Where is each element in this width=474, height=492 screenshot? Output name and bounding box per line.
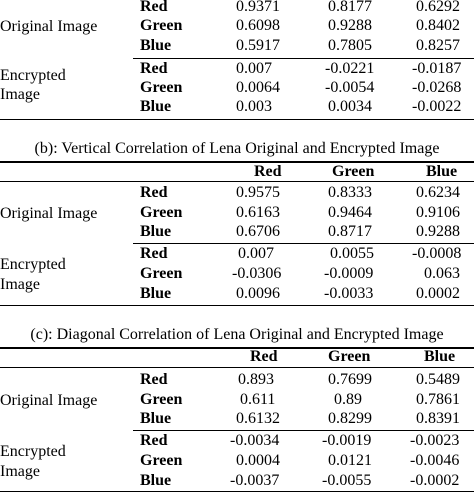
group-label: Original Image [0, 18, 98, 35]
column-header: Red [250, 348, 278, 365]
table-cell: 0.8391 [416, 410, 460, 427]
row-channel-label: Red [140, 184, 168, 201]
table-bottom-rule [0, 119, 474, 120]
row-channel-label: Red [140, 60, 168, 77]
table-cell: -0.0034 [230, 432, 280, 449]
header-rule [0, 181, 474, 182]
group-label: Encrypted [0, 67, 66, 84]
column-header: Green [332, 163, 375, 180]
group-label: Encrypted [0, 256, 66, 273]
table-cell: 0.0034 [328, 98, 372, 115]
table-cell: 0.063 [424, 265, 460, 282]
table-cell: 0.6706 [236, 223, 280, 240]
table-cell: 0.8717 [328, 223, 372, 240]
table-cell: -0.0022 [412, 98, 462, 115]
group-divider [133, 243, 474, 244]
group-label: Encrypted [0, 443, 66, 460]
table-cell: -0.0019 [322, 432, 372, 449]
row-channel-label: Green [140, 452, 183, 469]
table-cell: 0.0055 [330, 245, 374, 262]
row-channel-label: Blue [140, 37, 172, 54]
group-label: Image [0, 86, 40, 103]
table-caption: (b): Vertical Correlation of Lena Original and Encrypted Image [34, 140, 440, 157]
table-cell: -0.0023 [410, 432, 460, 449]
column-header: Green [328, 348, 371, 365]
table-cell: 0.6292 [416, 0, 460, 15]
group-label: Original Image [0, 392, 98, 409]
table-cell: 0.89 [334, 391, 362, 408]
table-cell: 0.9288 [328, 17, 372, 34]
table-cell: 0.8299 [328, 410, 372, 427]
row-channel-label: Green [140, 79, 183, 96]
table-cell: 0.6132 [236, 410, 280, 427]
table-cell: 0.9575 [236, 184, 280, 201]
table-cell: 0.0096 [236, 285, 280, 302]
table-cell: -0.0054 [325, 79, 375, 96]
column-header: Blue [426, 163, 458, 180]
table-cell: 0.7699 [328, 371, 372, 388]
row-channel-label: Blue [140, 472, 172, 489]
group-divider [133, 58, 474, 59]
table-cell: 0.0002 [416, 285, 460, 302]
row-channel-label: Blue [140, 285, 172, 302]
row-channel-label: Green [140, 391, 183, 408]
row-channel-label: Green [140, 17, 183, 34]
table-cell: 0.8257 [416, 37, 460, 54]
table-cell: 0.8402 [416, 17, 460, 34]
table-cell: -0.0009 [324, 265, 374, 282]
table-cell: -0.0055 [322, 472, 372, 489]
table-cell: 0.007 [238, 245, 274, 262]
table-cell: 0.5917 [236, 37, 280, 54]
table-cell: 0.9464 [328, 204, 372, 221]
table-cell: -0.0046 [410, 452, 460, 469]
table-cell: 0.893 [238, 371, 274, 388]
group-label: Image [0, 276, 40, 293]
group-divider [133, 430, 474, 431]
table-cell: 0.6234 [416, 184, 460, 201]
row-channel-label: Red [140, 245, 168, 262]
table-cell: 0.9371 [236, 0, 280, 15]
table-cell: 0.0004 [236, 452, 280, 469]
table-top-rule [0, 347, 474, 349]
table-cell: 0.9288 [416, 223, 460, 240]
table-cell: 0.6163 [236, 204, 280, 221]
row-channel-label: Blue [140, 223, 172, 240]
table-cell: 0.8333 [328, 184, 372, 201]
group-label: Original Image [0, 205, 98, 222]
table-caption: (c): Diagonal Correlation of Lena Original and Encrypted Image [30, 326, 444, 343]
group-label: Image [0, 463, 40, 480]
table-cell: 0.9106 [416, 204, 460, 221]
row-channel-label: Blue [140, 98, 172, 115]
table-cell: 0.8177 [328, 0, 372, 15]
row-channel-label: Blue [140, 410, 172, 427]
table-cell: 0.0064 [236, 79, 280, 96]
table-cell: -0.0187 [412, 60, 462, 77]
table-cell: -0.0306 [232, 265, 282, 282]
table-bottom-rule [0, 305, 474, 306]
row-channel-label: Green [140, 204, 183, 221]
table-cell: -0.0268 [412, 79, 462, 96]
table-cell: -0.0008 [412, 245, 462, 262]
table-cell: 0.7805 [328, 37, 372, 54]
table-cell: -0.0221 [325, 60, 375, 77]
table-cell: -0.0033 [324, 285, 374, 302]
row-channel-label: Red [140, 432, 168, 449]
table-cell: -0.0037 [230, 472, 280, 489]
table-cell: 0.611 [240, 391, 276, 408]
row-channel-label: Green [140, 265, 183, 282]
table-cell: 0.5489 [416, 371, 460, 388]
table-cell: 0.007 [236, 60, 272, 77]
table-cell: 0.003 [236, 98, 272, 115]
table-cell: 0.7861 [416, 391, 460, 408]
row-channel-label: Red [140, 371, 168, 388]
row-channel-label: Red [140, 0, 168, 15]
table-top-rule [0, 161, 474, 163]
table-cell: 0.6098 [236, 17, 280, 34]
table-cell: -0.0002 [410, 472, 460, 489]
column-header: Blue [424, 348, 456, 365]
column-header: Red [254, 163, 282, 180]
header-rule [0, 367, 474, 368]
table-cell: 0.0121 [328, 452, 372, 469]
